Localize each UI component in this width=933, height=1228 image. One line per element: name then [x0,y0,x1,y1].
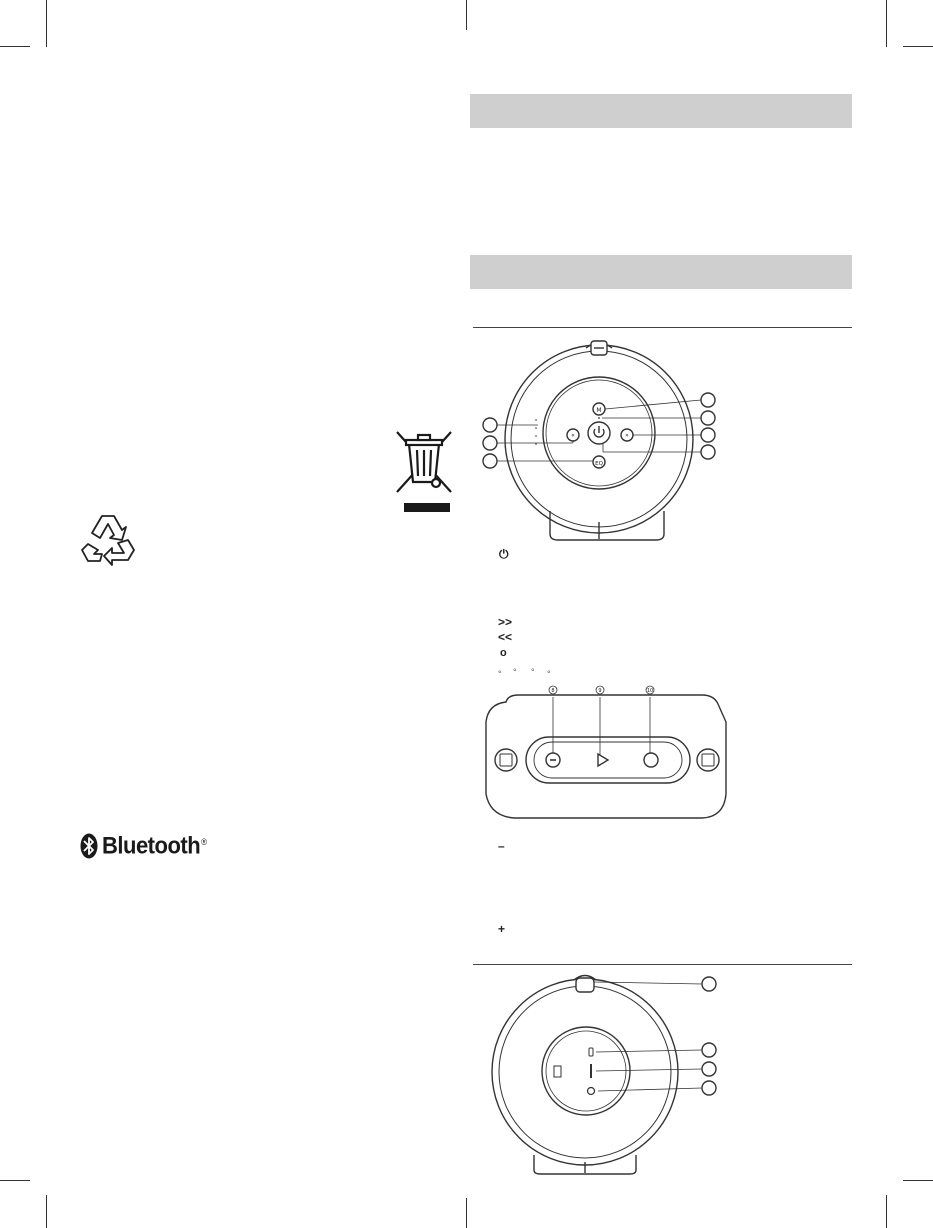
speaker-back-view-diagram [478,970,728,1175]
dot-marker: ° [547,669,551,679]
svg-text:»: » [625,432,629,439]
eq-button-label: EQ [595,461,603,467]
callout-10: 10 [646,688,654,694]
svg-text:«: « [571,432,575,439]
speaker-top-view-diagram [478,336,728,546]
bluetooth-icon [80,833,98,859]
bluetooth-wordmark [102,832,207,861]
divider [473,327,852,328]
fold-mark [466,0,467,30]
speaker-front-view-diagram [478,682,733,822]
crop-mark [903,46,933,47]
mode-legend-glyph: o [500,647,507,659]
divider [473,964,852,965]
prev-legend-glyph: << [498,630,513,644]
volume-up-legend-glyph: + [498,922,506,936]
bluetooth-logo [80,833,207,859]
recycle-icon [80,510,140,568]
crop-mark [46,1195,47,1228]
crop-mark [886,1195,887,1228]
weee-bin-icon [393,428,455,514]
section-header-bar [470,94,852,128]
dot-marker: ° [498,669,502,679]
callout-8: 8 [551,688,555,694]
crop-mark [0,1180,30,1181]
dot-marker: ° [513,667,517,677]
crop-mark [0,46,30,47]
crop-mark [46,0,47,47]
next-legend-glyph: >> [498,615,513,629]
bluetooth-text: Bluetooth [102,831,201,860]
volume-down-legend-glyph: – [498,839,505,853]
power-legend-glyph: ⏻ [499,547,509,561]
dot-marker: ° [531,667,535,677]
section-header-bar [470,255,852,289]
fold-mark [466,1198,467,1228]
callout-9: 9 [598,688,602,694]
crop-mark [903,1180,933,1181]
registered-mark: ® [201,836,207,847]
mode-button-label: M [596,407,602,414]
crop-mark [886,0,887,47]
